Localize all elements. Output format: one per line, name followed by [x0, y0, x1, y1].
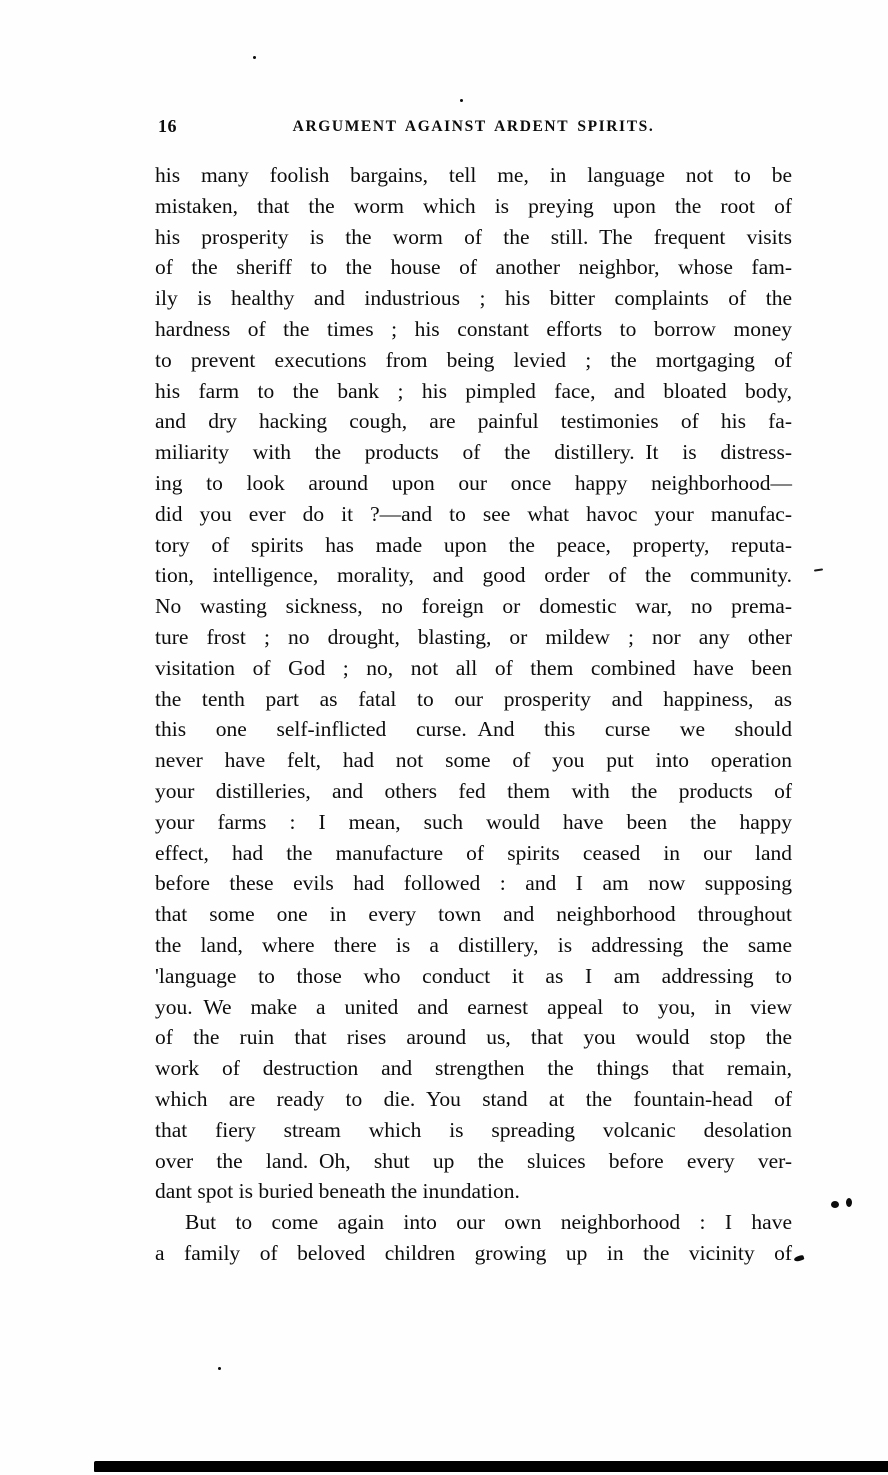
ink-speck-artifact [460, 99, 463, 102]
ink-speck-artifact [846, 1198, 852, 1207]
text-line: No wasting sickness, no foreign or domestic war, no prema- [155, 594, 792, 619]
text-line: the land, where there is a distillery, is addressing the same [155, 932, 792, 957]
text-line: miliarity with the products of the distillery. It is distress- [155, 440, 792, 465]
margin-dash-artifact [814, 568, 823, 571]
text-line: did you ever do it ?—and to see what havoc your manufac- [155, 501, 792, 526]
text-line: effect, had the manufacture of spirits ceased in our land [155, 840, 792, 865]
running-header [155, 116, 792, 140]
text-line: that some one in every town and neighborhood throughout [155, 902, 792, 927]
ink-mark-artifact [793, 1255, 804, 1263]
text-line: your distilleries, and others fed them with the products of [155, 778, 792, 803]
text-line: and dry hacking cough, are painful testimonies of his fa- [155, 409, 792, 434]
text-line: work of destruction and strengthen the things that remain, [155, 1056, 792, 1081]
text-line: over the land. Oh, shut up the sluices before every ver- [155, 1148, 792, 1173]
text-line: ing to look around upon our once happy neighborhood— [155, 470, 792, 495]
page-number: 16 [158, 116, 177, 136]
text-line: hardness of the times ; his constant efforts to borrow money [155, 316, 792, 341]
text-body [155, 160, 792, 1269]
running-header-title: ARGUMENT AGAINST ARDENT SPIRITS. [292, 118, 655, 135]
text-line: ture frost ; no drought, blasting, or mildew ; nor any other [155, 624, 792, 649]
text-line: this one self-inflicted curse. And this curse we should [155, 717, 792, 742]
text-line: which are ready to die. You stand at the fountain-head of [155, 1086, 792, 1111]
text-line: ily is healthy and industrious ; his bitter complaints of the [155, 286, 792, 311]
text-line: to prevent executions from being levied ; the mortgaging of [155, 347, 792, 372]
text-line: dant spot is buried beneath the inundation. [155, 1179, 520, 1204]
text-line: his many foolish bargains, tell me, in language not to be [155, 163, 792, 187]
ink-speck-artifact [253, 56, 256, 59]
scan-edge-artifact [94, 1461, 888, 1472]
text-line: visitation of God ; no, not all of them combined have been [155, 655, 792, 680]
text-line: of the ruin that rises around us, that you would stop the [155, 1025, 792, 1050]
text-line: your farms : I mean, such would have been the happy [155, 809, 792, 834]
ink-speck-artifact [218, 1367, 221, 1370]
text-line: that fiery stream which is spreading volcanic desolation [155, 1117, 792, 1142]
text-line: his prosperity is the worm of the still. The frequent visits [155, 224, 792, 249]
text-line: the tenth part as fatal to our prosperity and happiness, as [155, 686, 792, 711]
text-line: a family of beloved children growing up in the vicinity of [155, 1240, 792, 1265]
text-line: before these evils had followed : and I am now supposing [155, 871, 792, 896]
text-line: his farm to the bank ; his pimpled face, and bloated body, [155, 378, 792, 403]
ink-speck-artifact [831, 1201, 839, 1208]
text-line: 'language to those who conduct it as I am addressing to [155, 963, 792, 988]
text-line: never have felt, had not some of you put into operation [155, 748, 792, 773]
text-line: you. We make a united and earnest appeal to you, in view [155, 994, 792, 1019]
text-line: tory of spirits has made upon the peace, property, reputa- [155, 532, 792, 557]
text-line: tion, intelligence, morality, and good order of the community. [155, 563, 792, 588]
text-line: of the sheriff to the house of another neighbor, whose fam- [155, 255, 792, 280]
text-line: But to come again into our own neighborhood : I have [185, 1210, 792, 1235]
text-line: mistaken, that the worm which is preying upon the root of [155, 193, 792, 218]
